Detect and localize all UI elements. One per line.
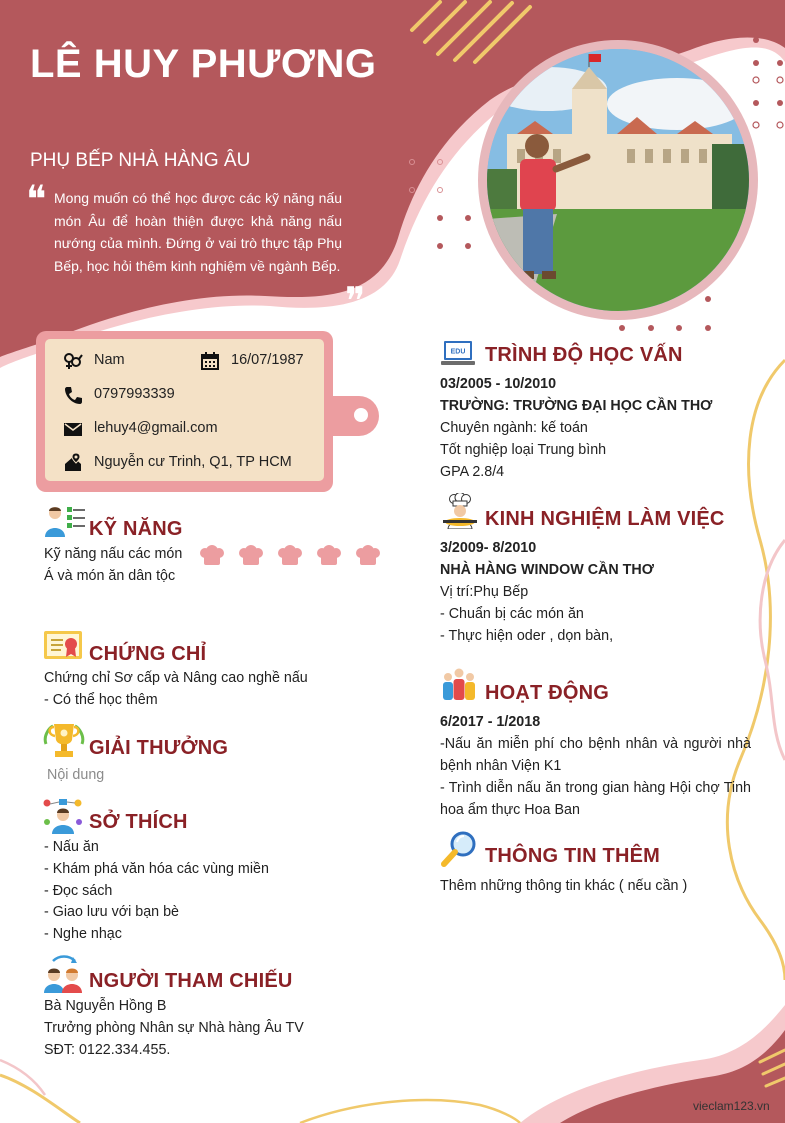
education-period: 03/2005 - 10/2010 xyxy=(440,376,557,392)
skills-text: Kỹ năng nấu các món Á và món ăn dân tộc xyxy=(44,546,183,584)
skill-rating xyxy=(199,545,384,569)
contact-card-handle-hole xyxy=(354,408,368,422)
references-title: NGƯỜI THAM CHIẾU xyxy=(89,970,293,992)
laptop-icon xyxy=(441,339,475,367)
hobby-item: - Đọc sách xyxy=(44,882,113,899)
activities-text-2: - Trình diễn nấu ăn trong gian hàng Hội chợ Tinh hoa ẩm thực Hoa Ban xyxy=(440,780,751,818)
awards-text: Nội dung xyxy=(47,767,105,783)
certificate-line: - Có thể học thêm xyxy=(44,691,158,708)
phone-value: 0797993339 xyxy=(94,386,175,402)
chef-hat-icon xyxy=(278,545,302,565)
education-title: TRÌNH ĐỘ HỌC VẤN xyxy=(485,344,683,366)
activities-period: 6/2017 - 1/2018 xyxy=(440,714,541,730)
location-icon xyxy=(63,452,83,472)
certificate-icon xyxy=(43,630,83,662)
experience-line: Vị trí:Phụ Bếp xyxy=(440,584,529,600)
address-value: Nguyễn cư Trinh, Q1, TP HCM xyxy=(94,454,292,470)
certificates-title: CHỨNG CHỈ xyxy=(89,643,207,665)
references-list xyxy=(44,996,364,1061)
reference-line: SĐT: 0122.334.455. xyxy=(44,1041,171,1058)
education-line: Chuyên ngành: kế toán xyxy=(440,420,588,436)
reference-line: Trưởng phòng Nhân sự Nhà hàng Âu TV xyxy=(44,1019,304,1036)
career-objective: Mong muốn có thể học được các kỹ năng nấu món Âu để hoàn thiện được khả năng nấu nướng của mình. Đứng ở vai trò thực tập Phụ Bếp, học hỏi thêm kinh nghiệm về ngành Bếp. xyxy=(54,190,342,274)
certificates-list xyxy=(44,668,344,712)
experience-details xyxy=(440,582,760,647)
chef-hat-icon xyxy=(356,545,380,565)
contact-card-handle xyxy=(325,396,379,436)
activities-title: HOẠT ĐỘNG xyxy=(485,682,610,704)
birthday-value: 16/07/1987 xyxy=(231,352,304,368)
trophy-icon xyxy=(43,722,85,762)
chef-hat-icon xyxy=(200,545,224,565)
avatar xyxy=(487,49,749,311)
reference-line: Bà Nguyễn Hồng B xyxy=(44,998,167,1014)
quote-close-icon: ❞ xyxy=(345,279,366,323)
hobby-item: - Khám phá văn hóa các vùng miền xyxy=(44,860,269,877)
job-title: PHỤ BẾP NHÀ HÀNG ÂU xyxy=(30,150,251,171)
education-school: TRƯỜNG: TRƯỜNG ĐẠI HỌC CẦN THƠ xyxy=(440,398,713,414)
education-line: Tốt nghiệp loại Trung bình xyxy=(440,441,607,458)
gender-icon xyxy=(63,351,83,371)
hobbies-title: SỞ THÍCH xyxy=(89,811,188,833)
chef-icon xyxy=(440,493,478,529)
magnifier-icon xyxy=(441,830,479,868)
hobby-item: - Nghe nhạc xyxy=(44,926,122,943)
experience-period: 3/2009- 8/2010 xyxy=(440,540,537,556)
chef-hat-icon xyxy=(317,545,341,565)
gender-value: Nam xyxy=(94,352,125,368)
calendar-icon xyxy=(200,351,220,371)
hobbies-icon xyxy=(43,798,83,834)
education-line: GPA 2.8/4 xyxy=(440,463,505,480)
hobbies-list xyxy=(44,837,344,946)
hobby-item: - Nấu ăn xyxy=(44,839,99,855)
email-value: lehuy4@gmail.com xyxy=(94,420,218,436)
additional-title: THÔNG TIN THÊM xyxy=(485,845,661,867)
certificate-line: Chứng chỉ Sơ cấp và Nâng cao nghề nấu xyxy=(44,670,308,686)
experience-company: NHÀ HÀNG WINDOW CẦN THƠ xyxy=(440,562,654,578)
footer-site[interactable]: vieclam123.vn xyxy=(693,1099,770,1113)
additional-text: Thêm những thông tin khác ( nếu cần ) xyxy=(440,878,688,894)
phone-icon xyxy=(63,385,83,405)
laptop-screen-text: EDU xyxy=(450,348,466,356)
experience-line: - Chuẩn bị các món ăn xyxy=(440,605,584,622)
quote-open-icon: ❝ xyxy=(26,177,47,221)
candidate-name: LÊ HUY PHƯƠNG xyxy=(30,42,377,86)
mail-icon xyxy=(63,419,83,439)
avatar-photo-illustration xyxy=(487,49,749,311)
people-icon xyxy=(43,955,83,995)
activities-text-1: -Nấu ăn miễn phí cho bệnh nhân và người nhà bệnh nhân Viện K1 xyxy=(440,736,751,774)
skills-checklist-icon xyxy=(43,505,87,539)
group-icon xyxy=(441,668,477,702)
experience-line: - Thực hiện oder , dọn bàn, xyxy=(440,627,614,644)
awards-title: GIẢI THƯỞNG xyxy=(89,737,229,759)
hobby-item: - Giao lưu với bạn bè xyxy=(44,904,179,921)
chef-hat-icon xyxy=(239,545,263,565)
skills-title: KỸ NĂNG xyxy=(89,518,183,540)
experience-title: KINH NGHIỆM LÀM VIỆC xyxy=(485,508,725,530)
education-details xyxy=(440,418,760,483)
